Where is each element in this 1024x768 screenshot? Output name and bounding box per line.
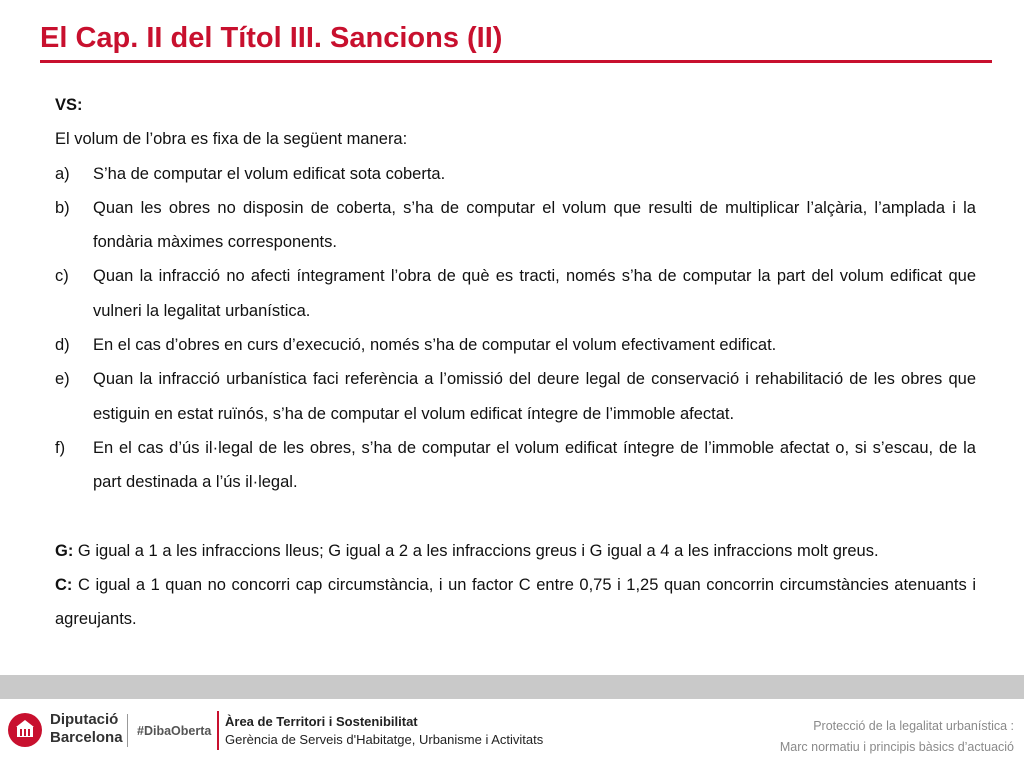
hashtag-label: #DibaOberta <box>137 724 212 738</box>
note-line-2: Marc normatiu i principis bàsics d’actuació <box>779 740 1014 754</box>
diputacio-logo-text <box>50 711 123 747</box>
list-item-label: e) <box>55 370 70 389</box>
footer-separator <box>127 714 128 747</box>
list-item <box>55 259 976 328</box>
logo-line-2: Barcelona <box>50 729 123 746</box>
footer <box>0 699 1024 768</box>
list-item-text: Quan les obres no disposin de coberta, s’ha de computar el volum que resulti de multiplicar l’alçària, l’amplada i la fondària màximes corresponents. <box>93 198 976 252</box>
area-title: Àrea de Territori i Sostenibilitat <box>225 714 418 729</box>
list-item-label: b) <box>55 198 70 217</box>
title-divider <box>40 60 992 63</box>
list-item-text: En el cas d’ús il·legal de les obres, s’ha de computar el volum edificat íntegre de l’immoble afectat o, si s’escau, de la part destinada a l’ús il·legal. <box>93 438 976 492</box>
area-subtitle: Gerència de Serveis d'Habitatge, Urbanisme i Activitats <box>225 732 544 747</box>
list-item-text: S’ha de computar el volum edificat sota coberta. <box>93 164 446 183</box>
list-item-label: d) <box>55 336 70 355</box>
logo-line-1: Diputació <box>50 711 119 728</box>
list-item-label: f) <box>55 438 66 457</box>
g-definition <box>55 534 976 568</box>
list-item <box>55 191 976 260</box>
intro-text: El volum de l’obra es fixa de la següent manera: <box>55 130 408 149</box>
list-item <box>55 431 976 500</box>
list-item-text: Quan la infracció urbanística faci referència a l’omissió del deure legal de conservació i rehabilitació de les obres que estiguin en estat ruïnós, s’ha de computar el volum edificat íntegre de l’immoble afectat. <box>93 370 976 423</box>
volume-rules-list <box>55 157 976 500</box>
footer-accent-separator <box>217 711 219 750</box>
department-info <box>225 713 543 749</box>
list-item-text: En el cas d’obres en curs d’execució, només s’ha de computar el volum efectivament edificat. <box>93 336 777 355</box>
list-item <box>55 157 976 191</box>
list-item-label: c) <box>55 267 69 286</box>
list-item-label: a) <box>55 164 70 183</box>
vs-heading: VS: <box>55 96 83 114</box>
list-item-text: Quan la infracció no afecti íntegrament l’obra de què es tracti, només s’ha de computar la part del volum edificat que vulneri la legalitat urbanística. <box>93 267 976 320</box>
list-item <box>55 328 976 362</box>
spacer <box>55 500 976 534</box>
g-label: G: <box>55 541 74 560</box>
slide-body <box>55 88 976 637</box>
list-item <box>55 362 976 431</box>
c-definition <box>55 568 976 637</box>
g-text: G igual a 1 a les infraccions lleus; G igual a 2 a les infraccions greus i G igual a 4 a les infraccions molt greus. <box>73 541 879 560</box>
presentation-subtitle <box>780 716 1014 758</box>
slide-title: El Cap. II del Títol III. Sancions (II) <box>40 22 503 54</box>
c-label: C: <box>55 576 73 595</box>
c-text: C igual a 1 quan no concorri cap circumstància, i un factor C entre 0,75 i 1,25 quan concorrin circumstàncies atenuants i agreujants. <box>55 576 976 629</box>
diputacio-logo-icon <box>7 712 43 748</box>
note-line-1: Protecció de la legalitat urbanística : <box>813 719 1014 733</box>
footer-gray-bar <box>0 675 1024 699</box>
